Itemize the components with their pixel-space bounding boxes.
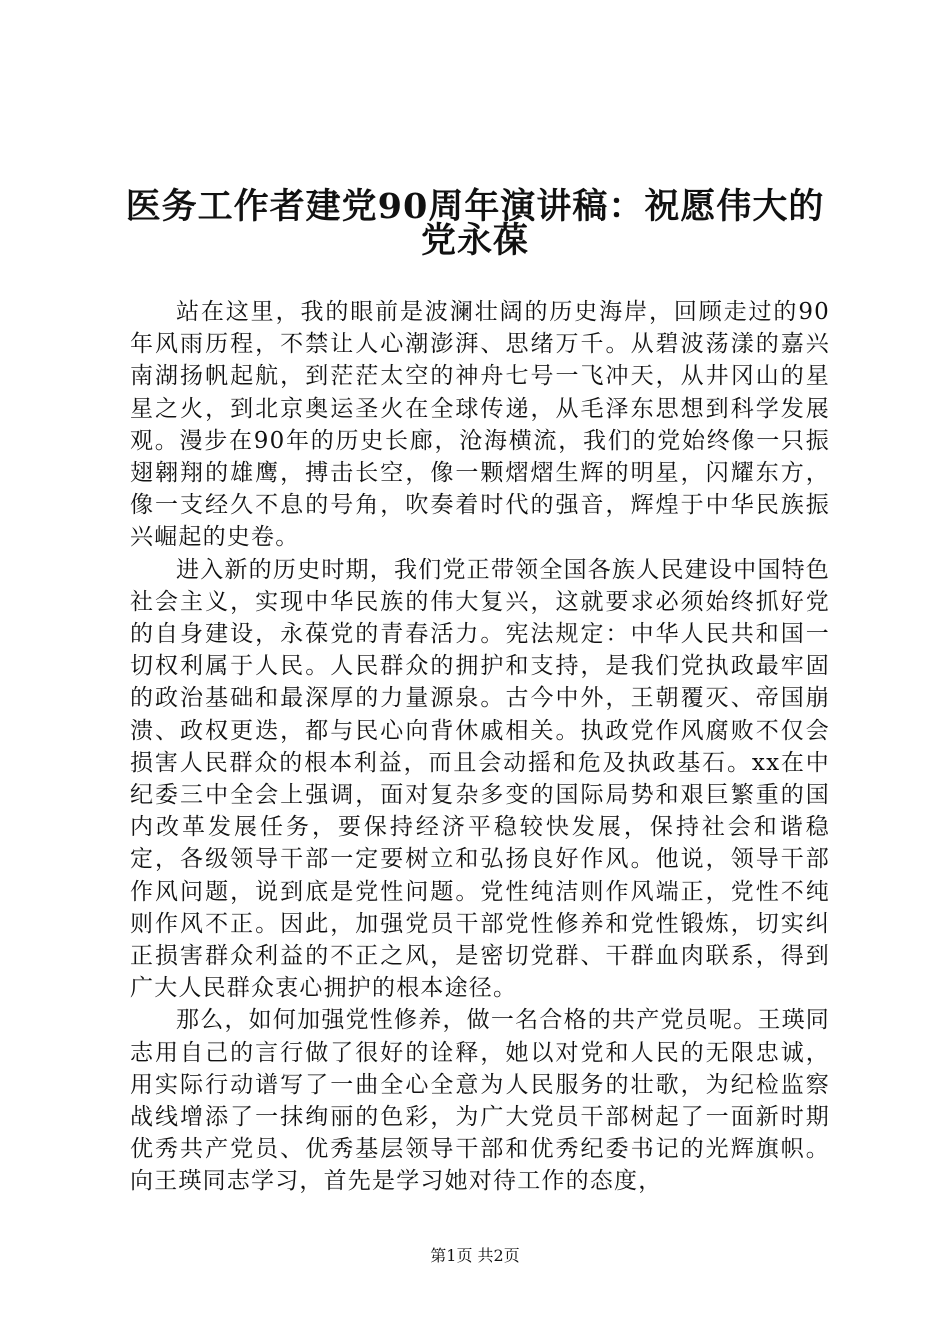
document-title-line-1: 医务工作者建党90周年演讲稿：祝愿伟大的 [125,186,825,227]
document-body [130,296,830,1198]
paragraph-1: 站在这里，我的眼前是波澜壮阔的历史海岸，回顾走过的90年风雨历程，不禁让人心潮澎湃、思绪万千。从碧波荡漾的嘉兴南湖扬帆起航，到茫茫太空的神舟七号一飞冲天，从井冈山的星星之火，到北京奥运圣火在全球传递，从毛泽东思想到科学发展观。漫步在90年的历史长廊，沧海横流，我们的党始终像一只振翅翱翔的雄鹰，搏击长空，像一颗熠熠生辉的明星，闪耀东方，像一支经久不息的号角，吹奏着时代的强音，辉煌于中华民族振兴崛起的史卷。 [130,299,830,551]
paragraph-3: 那么，如何加强党性修养，做一名合格的共产党员呢。王瑛同志用自己的言行做了很好的诠释，她以对党和人民的无限忠诚，用实际行动谱写了一曲全心全意为人民服务的壮歌，为纪检监察战线增添了一抹绚丽的色彩，为广大党员干部树起了一面新时期优秀共产党员、优秀基层领导干部和优秀纪委书记的光辉旗帜。向王瑛同志学习，首先是学习她对待工作的态度， [130,1007,830,1195]
paragraph-2: 进入新的历史时期，我们党正带领全国各族人民建设中国特色社会主义，实现中华民族的伟大复兴，这就要求必须始终抓好党的自身建设，永葆党的青春活力。宪法规定：中华人民共和国一切权利属于人民。人民群众的拥护和支持，是我们党执政最牢固的政治基础和最深厚的力量源泉。古今中外，王朝覆灭、帝国崩溃、政权更迭，都与民心向背休戚相关。执政党作风腐败不仅会损害人民群众的根本利益，而且会动摇和危及执政基石。xx在中纪委三中全会上强调，面对复杂多变的国际局势和艰巨繁重的国内改革发展任务，要保持经济平稳较快发展，保持社会和谐稳定，各级领导干部一定要树立和弘扬良好作风。他说，领导干部作风问题，说到底是党性问题。党性纯洁则作风端正，党性不纯则作风不正。因此，加强党员干部党性修养和党性锻炼，切实纠正损害群众利益的不正之风，是密切党群、干群血肉联系，得到广大人民群众衷心拥护的根本途径。 [130,556,830,1002]
page-number-footer: 第1页 共2页 [430,1246,520,1265]
document-title-line-2: 党永葆 [420,220,529,261]
